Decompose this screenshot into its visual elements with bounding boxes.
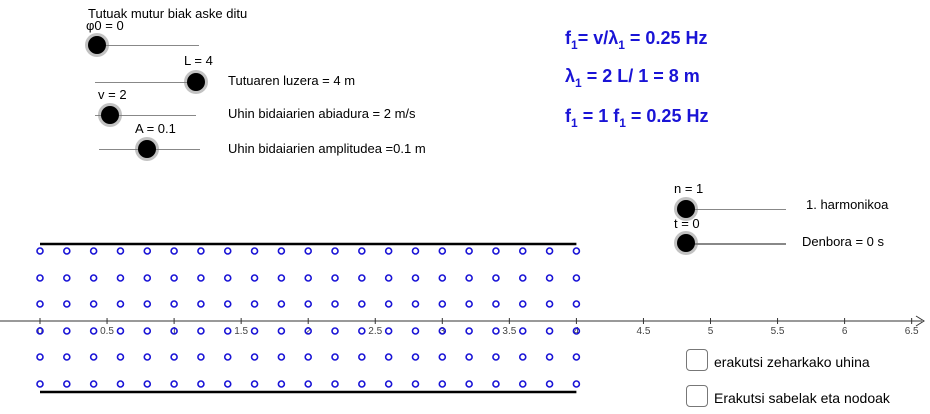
air-particle <box>278 275 284 281</box>
air-particle <box>198 301 204 307</box>
air-particle <box>91 354 97 360</box>
show-antinodes-nodes-checkbox[interactable] <box>686 385 708 407</box>
air-particle <box>359 328 365 334</box>
x-axis-tick-label: 6 <box>841 326 848 337</box>
x-axis-tick-label: 5 <box>707 326 714 337</box>
air-particle <box>547 275 553 281</box>
air-particle <box>332 275 338 281</box>
air-particle <box>171 301 177 307</box>
length-slider-label: L = 4 <box>184 53 213 68</box>
air-particle <box>37 275 43 281</box>
air-particle <box>412 328 418 334</box>
air-particle <box>305 275 311 281</box>
air-particle <box>305 301 311 307</box>
air-particle <box>466 248 472 254</box>
show-transverse-wave-checkbox[interactable] <box>686 349 708 371</box>
x-axis-tick-label: 0 <box>37 326 43 337</box>
air-particle <box>332 248 338 254</box>
air-particle <box>278 381 284 387</box>
air-particle <box>547 381 553 387</box>
air-particle <box>412 301 418 307</box>
air-particle <box>37 381 43 387</box>
air-particle <box>573 381 579 387</box>
air-particle <box>573 248 579 254</box>
air-particle <box>278 354 284 360</box>
air-particle <box>64 301 70 307</box>
x-axis-tick-label: 3 <box>439 326 446 337</box>
air-particle <box>37 248 43 254</box>
air-particle <box>439 381 445 387</box>
air-particle <box>520 381 526 387</box>
air-particle <box>91 248 97 254</box>
air-particle <box>493 275 499 281</box>
air-particle <box>493 381 499 387</box>
air-particle <box>198 275 204 281</box>
air-particle <box>493 248 499 254</box>
air-particle <box>466 354 472 360</box>
air-particle <box>547 328 553 334</box>
air-particle <box>359 275 365 281</box>
speed-slider-label: v = 2 <box>98 87 127 102</box>
air-particle <box>386 328 392 334</box>
air-particle <box>144 301 150 307</box>
air-particle <box>225 328 231 334</box>
x-axis-tick-label: 2.5 <box>368 326 383 337</box>
air-particle <box>225 248 231 254</box>
air-particle <box>412 381 418 387</box>
air-particle <box>144 328 150 334</box>
air-particle <box>144 354 150 360</box>
air-particle <box>412 354 418 360</box>
x-axis-tick-label: 5.5 <box>770 326 785 337</box>
x-axis-tick-label: 2 <box>305 326 311 337</box>
harmonic-description: 1. harmonikoa <box>806 197 889 212</box>
air-particle <box>466 301 472 307</box>
x-axis-tick-label: 3.5 <box>502 326 517 337</box>
air-particle <box>117 328 123 334</box>
air-particle <box>305 381 311 387</box>
harmonic-slider-label: n = 1 <box>674 181 704 196</box>
air-particle <box>198 381 204 387</box>
air-particle <box>439 275 445 281</box>
harmonic-frequency-formula: $f_1 = 1$ $f_1 = 0.25$ Hz <box>565 106 709 130</box>
air-particle <box>547 301 553 307</box>
air-particle <box>144 381 150 387</box>
phi0-slider-label: φ0 = 0 <box>86 18 124 33</box>
air-particle <box>332 381 338 387</box>
air-particle <box>332 301 338 307</box>
air-particle <box>252 248 258 254</box>
air-particle <box>412 275 418 281</box>
x-axis-tick-label: 4 <box>573 326 580 337</box>
air-particle <box>37 354 43 360</box>
air-particle <box>278 248 284 254</box>
air-particle <box>171 381 177 387</box>
air-particle <box>439 301 445 307</box>
length-description: Tutuaren luzera = 4 m <box>228 73 356 88</box>
air-particle <box>117 248 123 254</box>
air-particle <box>547 248 553 254</box>
air-particle <box>37 301 43 307</box>
air-particle <box>91 381 97 387</box>
air-particle <box>252 301 258 307</box>
air-particle <box>386 248 392 254</box>
air-particle <box>278 328 284 334</box>
air-particle <box>171 275 177 281</box>
air-particle <box>520 248 526 254</box>
air-particle <box>144 275 150 281</box>
air-particle <box>225 381 231 387</box>
air-particle <box>386 381 392 387</box>
air-particle <box>466 328 472 334</box>
air-particle <box>386 275 392 281</box>
show-antinodes-nodes-label[interactable]: Erakutsi sabelak eta nodoak <box>714 390 890 406</box>
air-particle <box>252 328 258 334</box>
x-axis-tick-label: 1 <box>171 326 177 337</box>
time-description: Denbora = 0 s <box>802 234 885 249</box>
x-axis-tick-label: 4.5 <box>636 326 651 337</box>
x-axis-tick-label: 0.5 <box>100 326 115 337</box>
amplitude-description: Uhin bidaiarien amplitudea =0.1 m <box>228 141 426 156</box>
air-particle <box>225 354 231 360</box>
air-particle <box>117 301 123 307</box>
air-particle <box>171 248 177 254</box>
speed-description: Uhin bidaiarien abiadura = 2 m/s <box>228 106 416 121</box>
air-particle <box>305 354 311 360</box>
amplitude-slider-label: A = 0.1 <box>135 121 176 136</box>
air-particle <box>359 248 365 254</box>
air-particle <box>359 381 365 387</box>
air-particle <box>91 301 97 307</box>
air-particle <box>466 381 472 387</box>
air-particle <box>252 381 258 387</box>
air-particle <box>520 328 526 334</box>
air-particle <box>439 354 445 360</box>
air-particle <box>386 301 392 307</box>
air-particle <box>171 354 177 360</box>
air-particle <box>64 328 70 334</box>
air-particle <box>198 328 204 334</box>
air-particle <box>117 354 123 360</box>
air-particle <box>547 354 553 360</box>
air-particle <box>359 354 365 360</box>
air-particle <box>466 275 472 281</box>
wavelength-formula: $\lambda_1 = 2$ L/ 1 = 8 m <box>565 66 700 90</box>
air-particle <box>64 381 70 387</box>
air-particle <box>520 354 526 360</box>
air-particle <box>198 354 204 360</box>
air-particle <box>144 248 150 254</box>
air-particle <box>117 381 123 387</box>
air-particle <box>252 275 258 281</box>
air-particle <box>225 275 231 281</box>
x-axis-tick-label: 1.5 <box>234 326 249 337</box>
air-particle <box>573 275 579 281</box>
air-particle <box>493 354 499 360</box>
applet-title: Tutuak mutur biak aske ditu <box>88 6 248 21</box>
air-particle <box>359 301 365 307</box>
show-transverse-wave-label[interactable]: erakutsi zeharkako uhina <box>714 354 870 370</box>
air-particle <box>225 301 231 307</box>
air-particle <box>520 301 526 307</box>
air-particle <box>64 354 70 360</box>
air-particle <box>493 301 499 307</box>
air-particle <box>305 248 311 254</box>
time-slider-label: t = 0 <box>674 216 700 231</box>
air-particle <box>64 275 70 281</box>
air-particle <box>278 301 284 307</box>
air-particle <box>573 301 579 307</box>
air-particle <box>493 328 499 334</box>
air-particle <box>117 275 123 281</box>
x-axis-tick-label: 6.5 <box>904 326 919 337</box>
air-particle <box>520 275 526 281</box>
air-particle <box>412 248 418 254</box>
frequency-formula: $f_1= v/\lambda_1 = 0.25$ Hz <box>565 28 708 52</box>
air-particle <box>91 275 97 281</box>
air-particle <box>332 354 338 360</box>
air-particle <box>198 248 204 254</box>
air-particle <box>386 354 392 360</box>
air-particle <box>252 354 258 360</box>
air-particle <box>64 248 70 254</box>
air-particle <box>332 328 338 334</box>
air-particle <box>573 354 579 360</box>
air-particle <box>91 328 97 334</box>
air-particle <box>439 248 445 254</box>
